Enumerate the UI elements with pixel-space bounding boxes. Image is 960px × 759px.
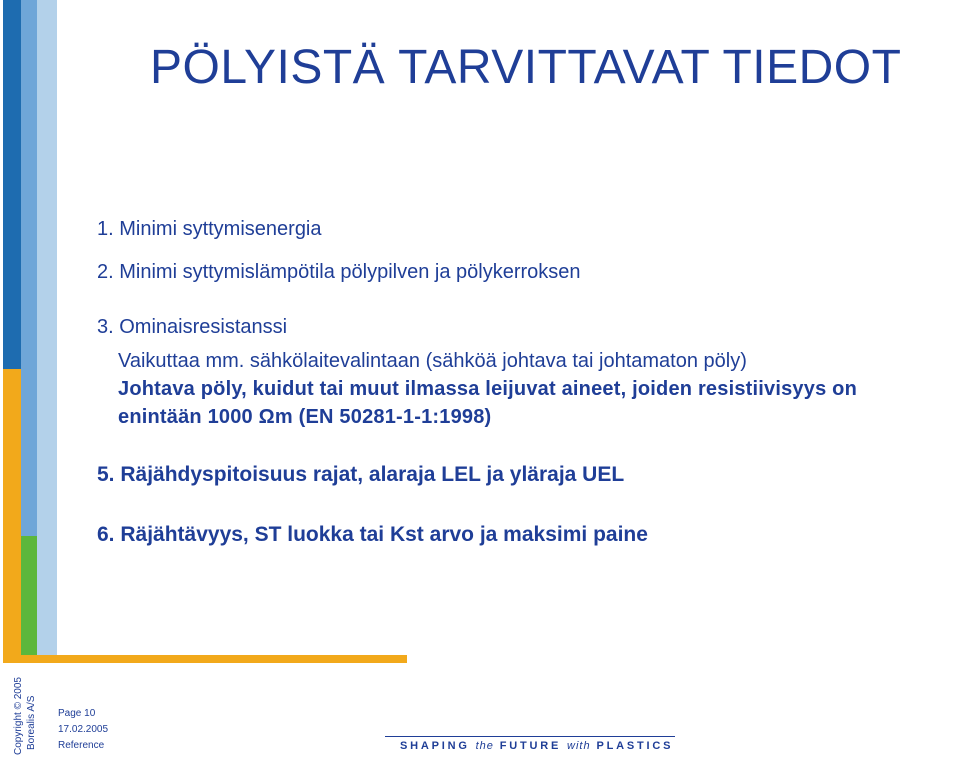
tagline-rule [385, 736, 675, 737]
list-item-1: 1. Minimi syttymisenergia [97, 218, 322, 240]
tagline-word: the [475, 740, 494, 752]
stripe-dark-blue [3, 0, 21, 369]
list-item-6: 6. Räjähtävyys, ST luokka tai Kst arvo ja maksimi paine [97, 523, 648, 546]
copyright-text: Copyright © 2005 [13, 677, 24, 755]
list-item-3: 3. Ominaisresistanssi [97, 316, 288, 338]
list-item-3-note: Vaikuttaa mm. sähkölaitevalintaan (sähköä johtava tai johtamaton pöly) [118, 350, 747, 372]
footer-reference: Reference [58, 740, 105, 751]
slide-title: PÖLYISTÄ TARVITTAVAT TIEDOT [150, 41, 902, 94]
company-tagline [400, 740, 673, 752]
tagline-word: SHAPING [400, 740, 470, 752]
stripe-light-blue [37, 0, 57, 657]
footer-date: 17.02.2005 [58, 724, 109, 735]
stripe-green [21, 536, 37, 657]
list-item-5: 5. Räjähdyspitoisuus rajat, alaraja LEL ja yläraja UEL [97, 463, 625, 486]
page-number: Page 10 [58, 708, 96, 719]
tagline-word: FUTURE [499, 740, 562, 752]
list-item-2: 2. Minimi syttymislämpötila pölypilven ja pölykerroksen [97, 261, 581, 283]
tagline-word: with [567, 740, 591, 752]
list-item-3-definition-line2: enintään 1000 Ωm (EN 50281-1-1:1998) [118, 406, 492, 428]
stripe-orange [3, 369, 21, 657]
list-item-3-definition-line1: Johtava pöly, kuidut tai muut ilmassa leijuvat aineet, joiden resistiivisyys on [118, 378, 857, 400]
orange-divider [3, 655, 407, 663]
company-name: Borealis A/S [26, 695, 37, 750]
stripe-mid-blue [21, 0, 37, 536]
tagline-word: PLASTICS [596, 740, 674, 752]
